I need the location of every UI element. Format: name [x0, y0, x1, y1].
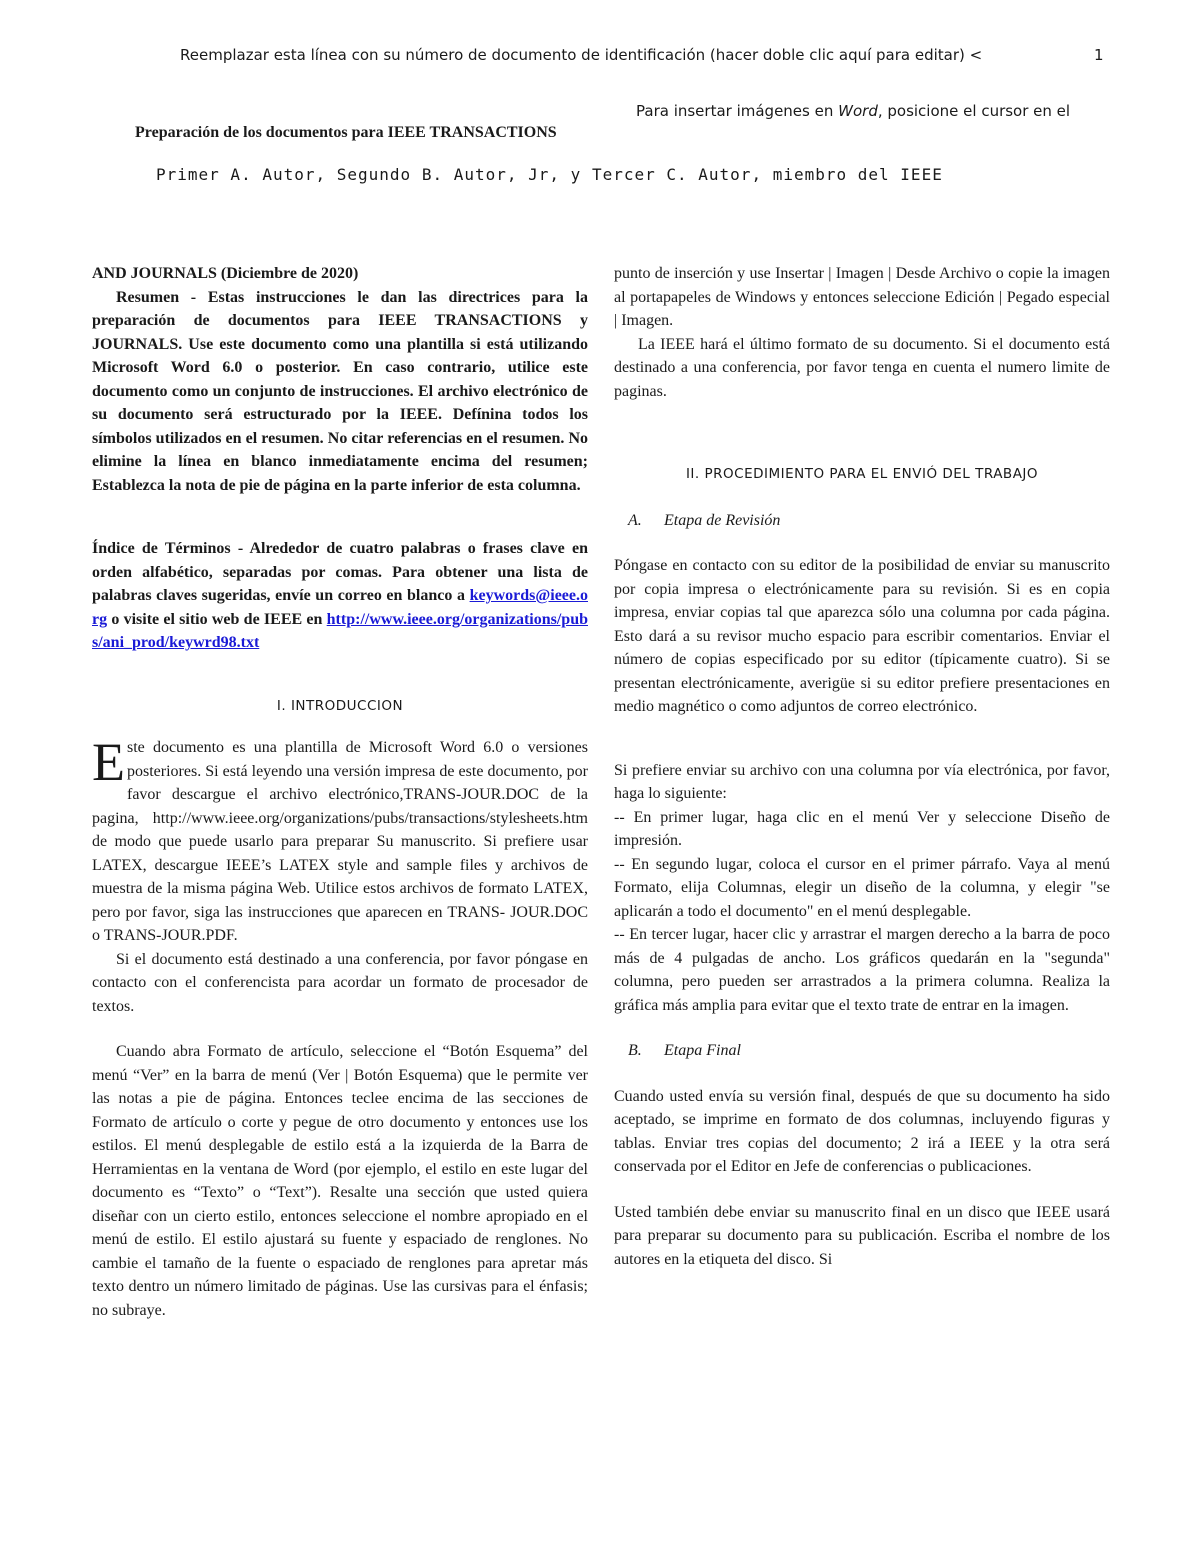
revision-step-2: -- En segundo lugar, coloca el cursor en el primer párrafo. Vaya al menú Formato, elija Columnas, elegir un diseño de la columna, y elegir "se aplicarán a todo el documento" en el menú desplegable.: [614, 855, 1110, 920]
intro-text-after: , posicione el cursor en el: [877, 102, 1071, 120]
final-paragraph-2: Usted también debe enviar su manuscrito final en un disco que IEEE usará para preparar su documento para su publicación. Escriba el nombre de los autores en la etiqueta del disco. Si: [614, 1203, 1110, 1268]
intro-paragraph-1: [92, 732, 588, 948]
section-heading-procedure: II. PROCEDIMIENTO PARA EL ENVIÓ DEL TRABAJO: [685, 466, 1039, 482]
index-terms-middle: o visite el sitio web de IEEE en: [107, 610, 327, 628]
right-paragraph-1: punto de inserción y use Insertar | Imagen | Desde Archivo o copie la imagen al portapapeles de Windows y entonces seleccione Edición | Pegado especial | Imagen.: [614, 265, 1110, 329]
intro-paragraph-1-text: ste documento es una plantilla de Microsoft Word 6.0 o versiones posteriores. Si está leyendo una versión impresa de este documento, por favor descargue el archivo electrónico,TRANS-JOUR.DOC de la pagina, http://www.ieee.org/organizations/pubs/transactions/stylesheets.htm de modo que puede usarlo para preparar Su manuscrito. Si prefiere usar LATEX, descargue IEEE’s LATEX style and sample files y archivos de muestra de la misma página Web. Utilice estos archivos de formato LATEX, pero por favor, siga las instrucciones que aparecen en TRANS- JOUR.DOC o TRANS-JOUR.PDF.: [92, 739, 588, 944]
abstract: Resumen - Estas instrucciones le dan las directrices para la preparación de documentos para IEEE TRANSACTIONS y JOURNALS. Use este documento como una plantilla si está utilizando Microsoft Word 6.0 o posterior. En caso contrario, utilice este documento como un conjunto de instrucciones. El archivo electrónico de su documento será estructurado por la IEEE. Defínina todos los símbolos utilizados en el resumen. No citar referencias en el resumen. No elimine la línea en blanco inmediatamente encima del resumen; Establezca la nota de pie de página en la parte inferior de esta columna.: [92, 288, 588, 494]
drop-cap: E: [92, 732, 125, 792]
subsection-b-title: Etapa Final: [664, 1042, 741, 1059]
index-terms: [92, 537, 588, 655]
page-number: 1: [1094, 46, 1104, 64]
right-column: [614, 262, 1110, 1271]
journal-line: AND JOURNALS (Diciembre de 2020): [92, 265, 359, 282]
left-column: [92, 262, 588, 1322]
running-header: Reemplazar esta línea con su número de documento de identificación (hacer doble clic aquí para editar) <: [180, 46, 983, 64]
right-column-intro: [636, 102, 1110, 120]
web-link[interactable]: http://www.ieee.org/organizations/pubs/ani_prod/keywrd98.txt: [92, 610, 588, 651]
revision-step-1: -- En primer lugar, haga clic en el menú Ver y seleccione Diseño de impresión.: [614, 808, 1110, 849]
email-link[interactable]: keywords@ieee.org: [92, 587, 588, 628]
intro-paragraph-2: Si el documento está destinado a una conferencia, por favor póngase en contacto con el conferencista para acordar un formato de procesador de textos.: [92, 950, 588, 1015]
subsection-a-title: Etapa de Revisión: [664, 511, 781, 529]
revision-paragraph-1: Póngase en contacto con su editor de la posibilidad de enviar su manuscrito por copia impresa o electrónicamente para su revisión. Si es en copia impresa, enviar copias tal que aparezca sólo una columna por cada página. Esto dará a su revisor mucho espacio para escribir comentarios. Enviar el número de copias especificado por su editor (típicamente cuatro). Si se presentan electrónicamente, averigüe si su editor prefiere presentaciones en medio magnético o como adjuntos de correo electrónico.: [614, 557, 1110, 715]
intro-text-before: Para insertar imágenes en: [636, 102, 839, 120]
subsection-heading-b: [614, 1039, 1110, 1063]
subsection-heading-a: [614, 509, 1110, 533]
intro-paragraph-3: Cuando abra Formato de artículo, seleccione el “Botón Esquema” del menú “Ver” en la barra de menú (Ver | Botón Esquema) que le permite ver las notas a pie de página. Entonces teclee encima de las secciones de Formato de artículo o corte y pegue de otro documento y entonces use los estilos. El menú desplegable de estilo está a la izquierda de la Barra de Herramientas en la ventana de Word (por ejemplo, el estilo en este lugar del documento es “Texto” o “Text”). Resalte una sección que usted quiera diseñar con un cierto estilo, entonces seleccione el nombre apropiado en el menú de estilo. El estilo ajustará su fuente y espaciado de renglones. No cambie el tamaño de la fuente o espaciado de renglones para apretar más texto dentro un número limitado de páginas. Use las cursivas para el énfasis; no subraye.: [92, 1043, 588, 1319]
intro-word-italic: Word: [838, 102, 878, 120]
final-paragraph-1: Cuando usted envía su versión final, después de que su documento ha sido aceptado, se imprime en formato de dos columnas, incluyendo figuras y tablas. Enviar tres copias del documento; 2 irá a IEEE y la otra será conservada por el Editor en Jefe de conferencias o publicaciones.: [614, 1087, 1110, 1175]
revision-paragraph-2: Si prefiere enviar su archivo con una columna por vía electrónica, por favor, haga lo siguiente:: [614, 761, 1110, 802]
right-paragraph-2: La IEEE hará el último formato de su documento. Si el documento está destinado a una conferencia, por favor tenga en cuenta el numero limite de paginas.: [614, 335, 1110, 400]
section-heading-introduction: I. INTRODUCCION: [276, 697, 404, 714]
author-list: Primer A. Autor, Segundo B. Autor, Jr, y Tercer C. Autor, miembro del IEEE: [156, 165, 943, 184]
paper-title: Preparación de los documentos para IEEE TRANSACTIONS: [135, 124, 557, 141]
index-terms-text: Índice de Términos - Alrededor de cuatro palabras o frases clave en orden alfabético, separadas por comas. Para obtener una lista de palabras claves sugeridas, envíe un correo en blanco a: [92, 540, 588, 604]
subsection-a-label: A.: [628, 511, 642, 529]
revision-step-3: -- En tercer lugar, hacer clic y arrastrar el margen derecho a la barra de poco más de 4 pulgadas de ancho. Los gráficos quedarán en la "segunda" columna, pero pueden ser arrastrados a la primera columna. Realiza la gráfica más amplia para evitar que el texto trate de entrar en la imagen.: [614, 926, 1110, 1014]
subsection-b-label: B.: [628, 1042, 642, 1059]
